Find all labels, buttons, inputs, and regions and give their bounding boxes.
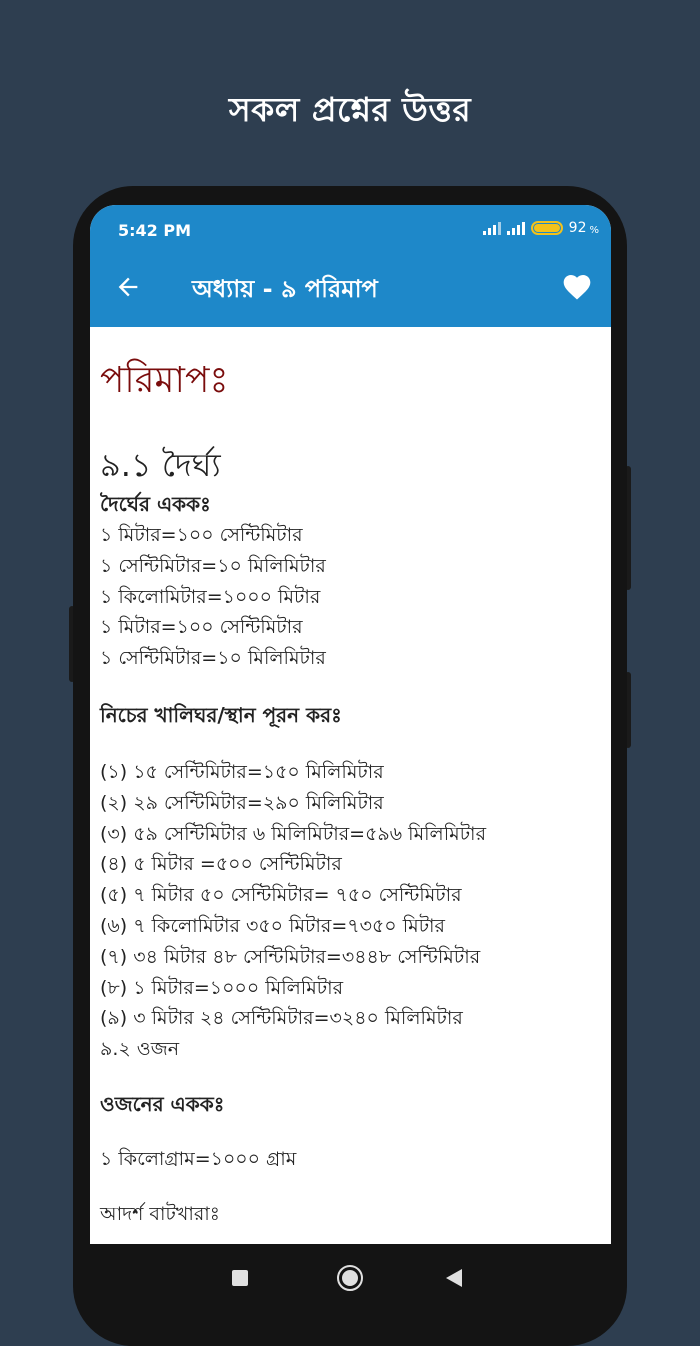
circle-icon[interactable]: [337, 1265, 363, 1291]
app-bar: [90, 247, 611, 327]
length-unit-line: ১ সেন্টিমিটার=১০ মিলিমিটার: [100, 554, 326, 577]
fill-in-item: (১) ১৫ সেন্টিমিটার=১৫০ মিলিমিটার: [100, 760, 384, 783]
status-icons: [483, 219, 599, 236]
fill-in-item: (৩) ৫৯ সেন্টিমিটার ৬ মিলিমিটার=৫৯৬ মিলিমিটার: [100, 822, 487, 845]
signal-icon: [507, 221, 525, 235]
battery-icon: [531, 221, 563, 235]
content-area[interactable]: [90, 327, 611, 1244]
fill-in-item: (৬) ৭ কিলোমিটার ৩৫০ মিটার=৭৩৫০ মিটার: [100, 914, 446, 937]
fill-in-label: নিচের খালিঘর/স্থান পূরন করঃ: [100, 702, 342, 727]
triangle-back-icon[interactable]: [446, 1269, 462, 1287]
battery-percent-sign: %: [589, 225, 599, 236]
length-unit-line: ১ কিলোমিটার=১০০০ মিটার: [100, 585, 321, 608]
page-title: অধ্যায় - ৯ পরিমাপ: [192, 275, 378, 303]
fill-in-item: (৪) ৫ মিটার =৫০০ সেন্টিমিটার: [100, 853, 342, 876]
section-title-length: ৯.১ দৈর্ঘ্য: [100, 446, 221, 484]
fill-in-item: (২) ২৯ সেন্টিমিটার=২৯০ মিলিমিটার: [100, 791, 384, 814]
promo-title: সকল প্রশ্নের উত্তর: [228, 90, 472, 129]
status-time: 5:42 PM: [118, 221, 192, 240]
length-units-label: দৈর্ঘের এককঃ: [100, 492, 211, 516]
length-unit-line: ১ মিটার=১০০ সেন্টিমিটার: [100, 616, 303, 639]
heart-icon[interactable]: [561, 271, 593, 303]
fill-in-item: (৯) ৩ মিটার ২৪ সেন্টিমিটার=৩২৪০ মিলিমিটার: [100, 1007, 463, 1030]
section-title-weight: ৯.২ ওজন: [100, 1038, 180, 1061]
length-unit-line: ১ সেন্টিমিটার=১০ মিলিমিটার: [100, 647, 326, 670]
arrow-left-icon[interactable]: [114, 273, 142, 301]
fill-in-item: (৮) ১ মিটার=১০০০ মিলিমিটার: [100, 976, 344, 999]
weight-units-label: ওজনের এককঃ: [100, 1091, 225, 1116]
weight-unit-line: ১ কিলোগ্রাম=১০০০ গ্রাম: [100, 1147, 297, 1170]
fill-in-item: (৭) ৩৪ মিটার ৪৮ সেন্টিমিটার=৩৪৪৮ সেন্টিমিটার: [100, 945, 481, 968]
phone-screen: [90, 205, 611, 1314]
signal-icon: [483, 221, 501, 235]
navigation-bar: [90, 1244, 611, 1314]
fill-in-item: (৫) ৭ মিটার ৫০ সেন্টিমিটার= ৭৫০ সেন্টিমিটার: [100, 884, 462, 907]
content-heading: পরিমাপঃ: [100, 360, 229, 401]
length-unit-line: ১ মিটার=১০০ সেন্টিমিটার: [100, 524, 303, 546]
battery-percent: 92: [568, 219, 587, 236]
square-icon[interactable]: [232, 1270, 248, 1286]
status-bar: [90, 205, 611, 247]
standard-weights-label: আদর্শ বাটখারাঃ: [100, 1202, 220, 1225]
